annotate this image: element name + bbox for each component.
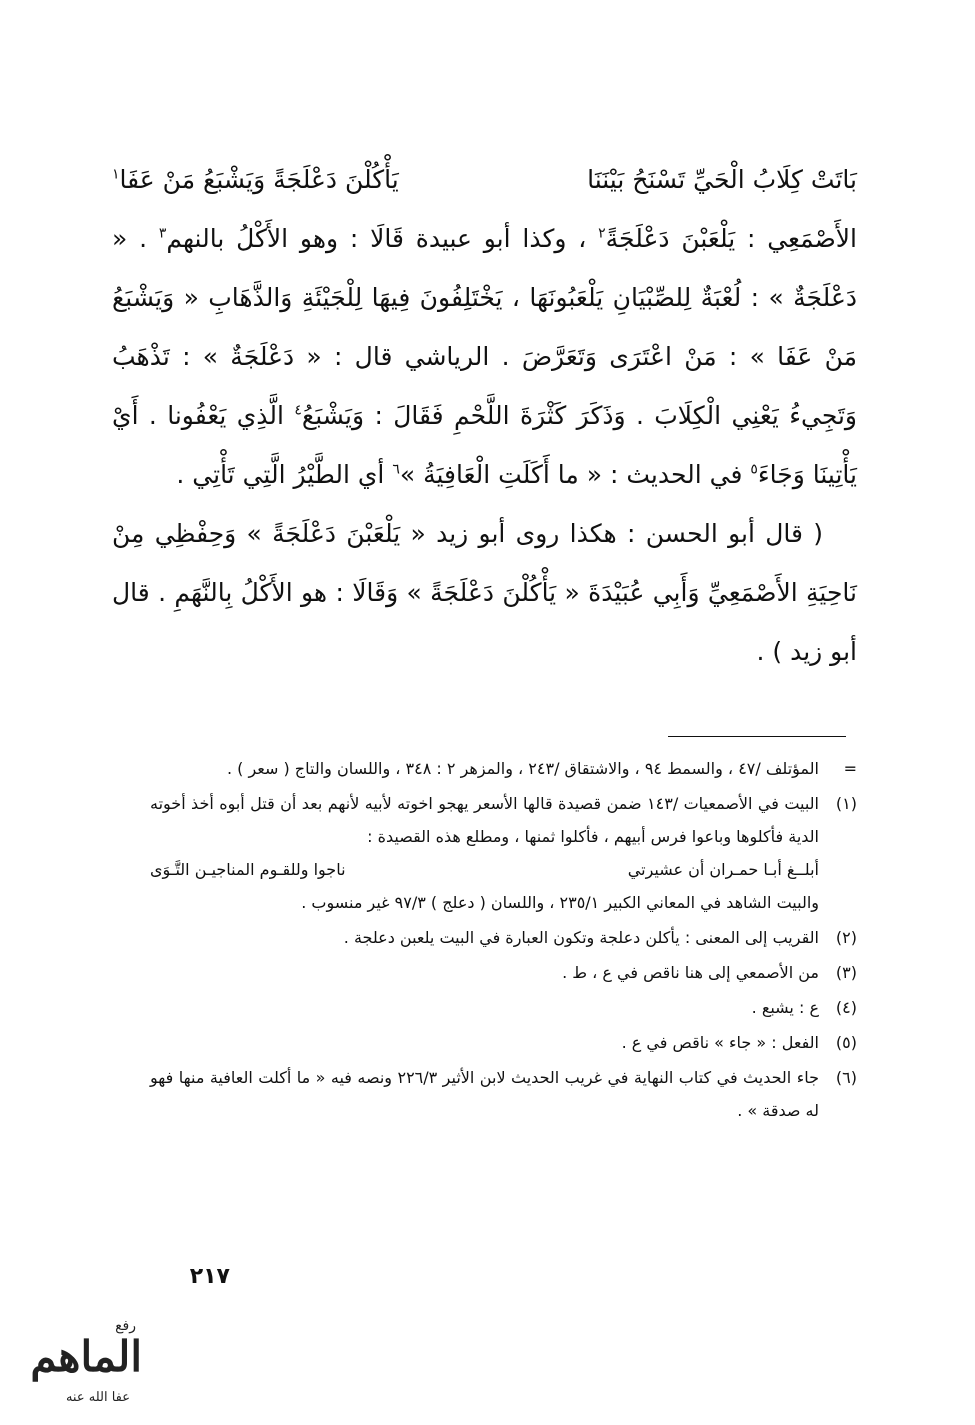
verse-second-hemistich: يَأْكُلْنَ دَعْلَجَةً وَيَشْبَعُ مَنْ عَفَا$^١$: [112, 165, 399, 194]
main-text: [112, 150, 857, 681]
footnotes: [150, 752, 857, 1129]
page-number: ٢١٧: [189, 1264, 230, 1289]
footnote-continued: [150, 752, 857, 785]
footnote-mark-3: ٣: [158, 225, 167, 242]
footnote-text: الفعل : « جاء » ناقص في ع .: [621, 1033, 819, 1052]
footnote-text: البيت في الأصمعيات /١٤٣ ضمن قصيدة قالها الأسعر يهجو اخوته لأبيه لأنهم بعد أن قتل أبوه أخذ أخوته الدية فأكلوها وباعوا فرس أبيهم ، فأكلوا ثمنها ، ومطلع هذه القصيدة : أبلــغ أبـا حمـران أن عشيرتي ناجوا وللقـوم المناجيـن التَّـوَى والبيت الشاهد في المعاني الكبير ٢٣٥/١ ، واللسان ( دعلج ) ٩٧/٣ غير منسوب .: [150, 794, 820, 912]
footnote-verse-second: ناجوا وللقـوم المناجيـن التَّـوَى: [150, 860, 346, 879]
stamp-top-text: رفع: [115, 1318, 136, 1334]
footnote-text: القريب إلى المعنى : يأكلن دعلجة وتكون العبارة في البيت يلعبن دعلجة .: [343, 928, 819, 947]
footnote-text: جاء الحديث في كتاب النهاية في غريب الحديث لابن الأثير ٢٢٦/٣ ونصه فيه « ما أكلت العافية منها فهو له صدقة » .: [150, 1068, 819, 1120]
footnote-text: المؤتلف /٤٧ ، والسمط ٩٤ ، والاشتقاق /٢٤٣ ، والمزهر ٢ : ٣٤٨ ، واللسان والتاج ( سعر ) .: [226, 759, 819, 778]
stamp-main-text: الماهم: [30, 1332, 142, 1381]
library-stamp-logo: [6, 1318, 156, 1418]
commentary-paragraph: الأَصْمَعِي : يَلْعَبْنَ دَعْلَجَةً$^٢$ ، وكذا أبو عبيدة قَالَا : وهو الأَكْلُ بالنهم$^٣$ . « دَعْلَجَةٌ » : لُعْبَةٌ لِلصِّبْيَانِ يَلْعَبُونَهَا ، يَخْتَلِفُونَ فِيهَا لِلْجَيْئَةِ وَالذَّهَابِ « وَيَشْبَعُ مَنْ عَفَا » : مَنْ اعْتَرَى وَتَعَرَّضَ . الرياشي قال : « دَعْلَجَةٌ » : تَذْهَبُ وَتَجِيءُ يَعْنِي الْكِلَابَ . وَذَكَرَ كَثْرَةَ اللَّحْمِ فَقَالَ : وَيَشْبَعُ$^٤$ الَّذِي يَعْفُونا . أَيْ يَأْتِينَا وَجَاءَ$^٥$ في الحديث : « ما أَكَلَتِ الْعَافِيَةُ »$^٦$ أي الطَّيْرُ الَّتِي تَأْتِي .: [112, 224, 857, 489]
footnote-verse: [150, 853, 819, 886]
footnote-5: [150, 1026, 857, 1059]
footnote-number: (٤): [835, 998, 857, 1017]
footnote-number: (٣): [835, 963, 857, 982]
footnote-mark-2: ٢: [598, 225, 606, 242]
footnote-2: [150, 921, 857, 954]
abu-al-hasan-paragraph: ( قال أبو الحسن : هكذا روى أبو زيد « يَلْعَبْنَ دَعْلَجَةً » وَحِفْظِي مِنْ نَاحِيَةِ الأَصْمَعِيِّ وَأَبِي عُبَيْدَةَ « يَأْكُلْنَ دَعْلَجَةً » وَقَالَا : هو الأَكْلُ بِالنَّهَمِ . قال أبو زيد ) .: [112, 519, 857, 666]
stamp-bottom-text: عفا الله عنه: [65, 1390, 130, 1405]
footnote-separator: [668, 736, 846, 737]
footnote-3: [150, 956, 857, 989]
footnote-number: (٦): [835, 1068, 857, 1087]
footnote-6: [150, 1061, 857, 1127]
footnote-4: [150, 991, 857, 1024]
footnote-text: من الأصمعي إلى هنا ناقص في ع ، ط .: [562, 963, 819, 982]
footnote-number: =: [843, 759, 857, 778]
footnote-verse-first: أبلــغ أبـا حمـران أن عشيرتي: [627, 860, 819, 879]
footnote-number: (٢): [835, 928, 857, 947]
footnote-mark-1: ١: [112, 166, 120, 183]
footnote-number: (١): [835, 794, 857, 813]
poetry-verse: [112, 150, 857, 209]
footnote-1: [150, 787, 857, 919]
footnote-number: (٥): [835, 1033, 857, 1052]
footnote-mark-4: ٤: [294, 402, 302, 419]
footnote-mark-6: ٦: [392, 461, 400, 478]
verse-first-hemistich: بَاتَتْ كِلَابُ الْحَيِّ تَسْنَحُ بَيْنَنَا: [587, 165, 857, 194]
footnote-mark-5: ٥: [750, 461, 758, 478]
footnote-text: ع : يشبع .: [751, 998, 819, 1017]
